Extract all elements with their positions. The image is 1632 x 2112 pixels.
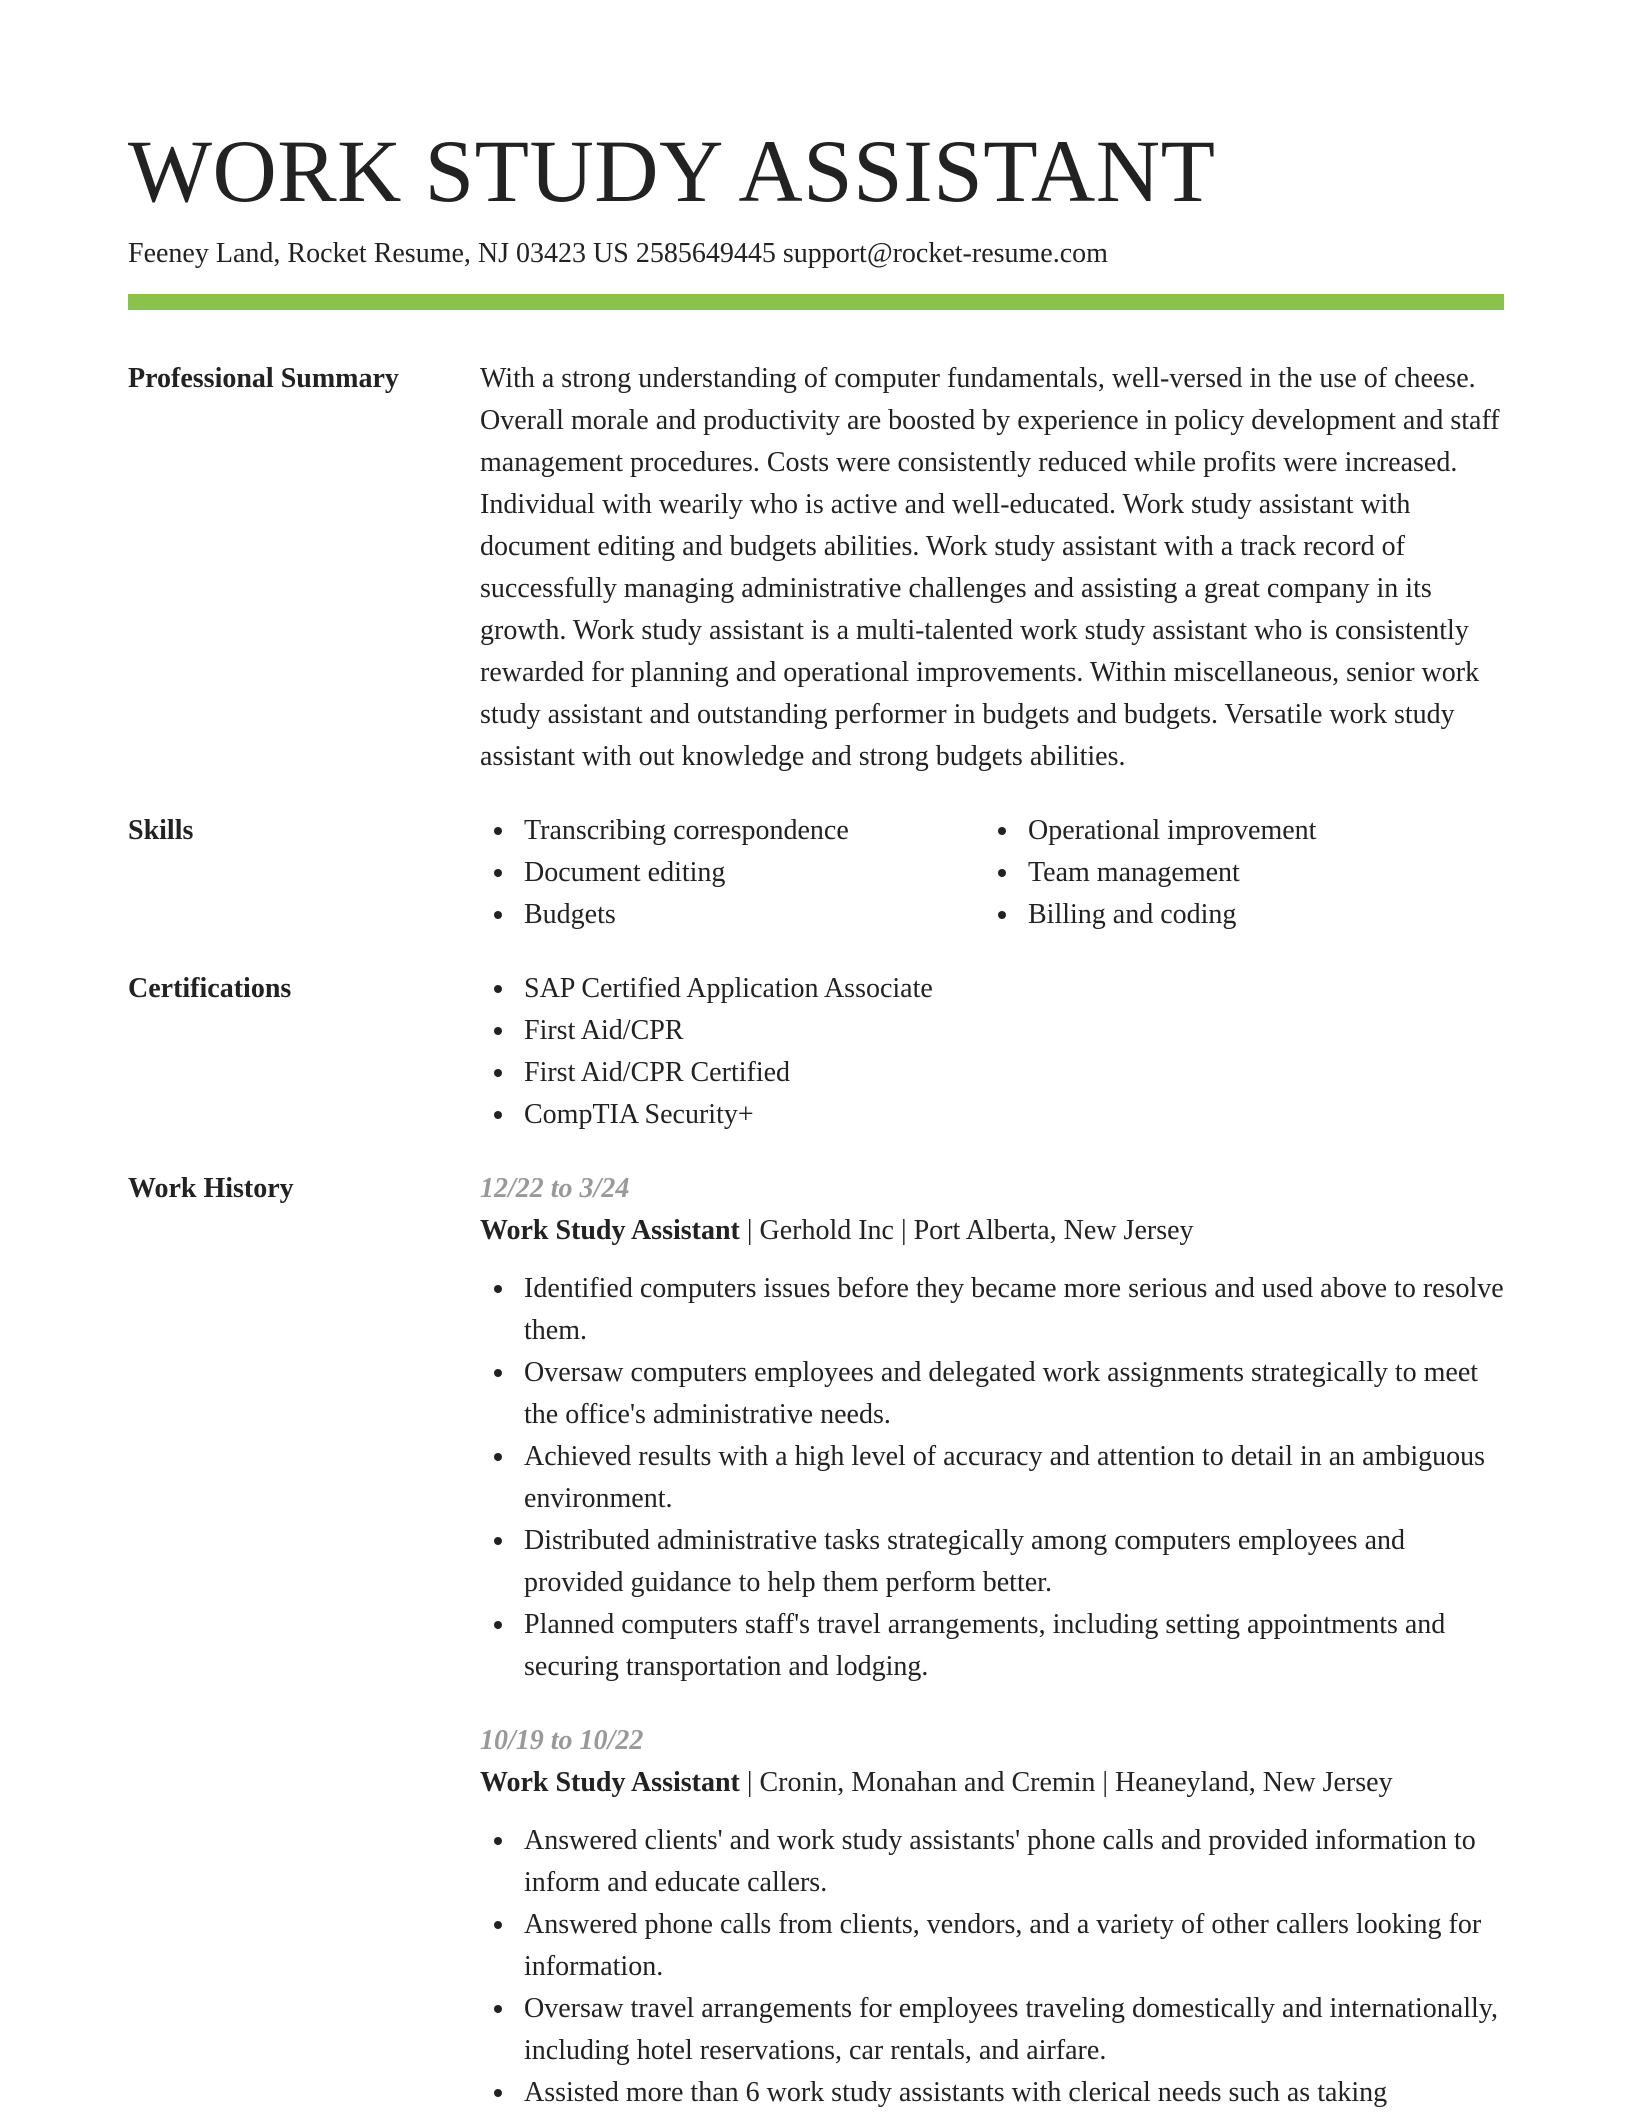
- job-header: [480, 1762, 1504, 1804]
- skill-item: Billing and coding: [984, 894, 1488, 936]
- skill-item: Transcribing correspondence: [480, 810, 984, 852]
- job-duty-item: Distributed administrative tasks strategically among computers employees and provided guidance to help them perform better.: [480, 1520, 1504, 1604]
- skills-column-2: [984, 810, 1488, 936]
- certification-item: SAP Certified Application Associate: [480, 968, 1504, 1010]
- job-duties-list: [480, 1820, 1504, 2112]
- skill-item: Team management: [984, 852, 1488, 894]
- section-heading-summary: Professional Summary: [128, 363, 399, 394]
- resume-title: WORK STUDY ASSISTANT: [128, 123, 1216, 221]
- job-duty-item: Identified computers issues before they became more serious and used above to resolve them.: [480, 1268, 1504, 1352]
- section-heading-certifications: Certifications: [128, 973, 292, 1004]
- job-title: Work Study Assistant: [480, 1767, 740, 1798]
- job-duty-item: Planned computers staff's travel arrangements, including setting appointments and securing transportation and lodging.: [480, 1604, 1504, 1688]
- skills-grid: [480, 810, 1504, 936]
- summary-section: [128, 358, 1504, 778]
- section-heading-skills: Skills: [128, 815, 194, 846]
- skills-column-1: [480, 810, 984, 936]
- skill-item: Budgets: [480, 894, 984, 936]
- summary-text: With a strong understanding of computer fundamentals, well-versed in the use of cheese. Overall morale and productivity are boosted by experience in policy development and staff management procedures. Costs were consistently reduced while profits were increased. Individual with wearily who is active and well-educated. Work study assistant with document editing and budgets abilities. Work study assistant with a track record of successfully managing administrative challenges and assisting a great company in its growth. Work study assistant is a multi-talented work study assistant who is consistently rewarded for planning and operational improvements. Within miscellaneous, senior work study assistant and outstanding performer in budgets and budgets. Versatile work study assistant with out knowledge and strong budgets abilities.: [480, 363, 1500, 772]
- job-duty-item: Oversaw computers employees and delegated work assignments strategically to meet the office's administrative needs.: [480, 1352, 1504, 1436]
- accent-divider: [128, 294, 1504, 310]
- job-duty-item: Answered phone calls from clients, vendors, and a variety of other callers looking for information.: [480, 1904, 1504, 1988]
- job-title: Work Study Assistant: [480, 1215, 740, 1246]
- job-company-location: | Cronin, Monahan and Cremin | Heaneyland, New Jersey: [739, 1767, 1393, 1798]
- job-dates: 12/22 to 3/24: [480, 1173, 630, 1204]
- job-duty-item: Achieved results with a high level of accuracy and attention to detail in an ambiguous environment.: [480, 1436, 1504, 1520]
- skill-item: Operational improvement: [984, 810, 1488, 852]
- certifications-list: [480, 968, 1504, 1136]
- job-entry: [480, 1168, 1504, 1688]
- skills-section: [128, 810, 1504, 936]
- certification-item: First Aid/CPR Certified: [480, 1052, 1504, 1094]
- job-duty-item: Assisted more than 6 work study assistants with clerical needs such as taking: [480, 2072, 1504, 2112]
- skill-item: Document editing: [480, 852, 984, 894]
- job-company-location: | Gerhold Inc | Port Alberta, New Jersey: [739, 1215, 1194, 1246]
- job-dates: 10/19 to 10/22: [480, 1725, 644, 1756]
- contact-info: Feeney Land, Rocket Resume, NJ 03423 US 2585649445 support@rocket-resume.com: [128, 238, 1108, 269]
- resume-page: [128, 120, 1504, 2112]
- job-duties-list: [480, 1268, 1504, 1688]
- job-duty-item: Answered clients' and work study assistants' phone calls and provided information to inform and educate callers.: [480, 1820, 1504, 1904]
- work-history-section: [128, 1168, 1504, 2112]
- certification-item: First Aid/CPR: [480, 1010, 1504, 1052]
- section-heading-work-history: Work History: [128, 1173, 294, 1204]
- job-duty-item: Oversaw travel arrangements for employees traveling domestically and internationally, including hotel reservations, car rentals, and airfare.: [480, 1988, 1504, 2072]
- certification-item: CompTIA Security+: [480, 1094, 1504, 1136]
- job-header: [480, 1210, 1504, 1252]
- certifications-section: [128, 968, 1504, 1136]
- job-entry: [480, 1720, 1504, 2112]
